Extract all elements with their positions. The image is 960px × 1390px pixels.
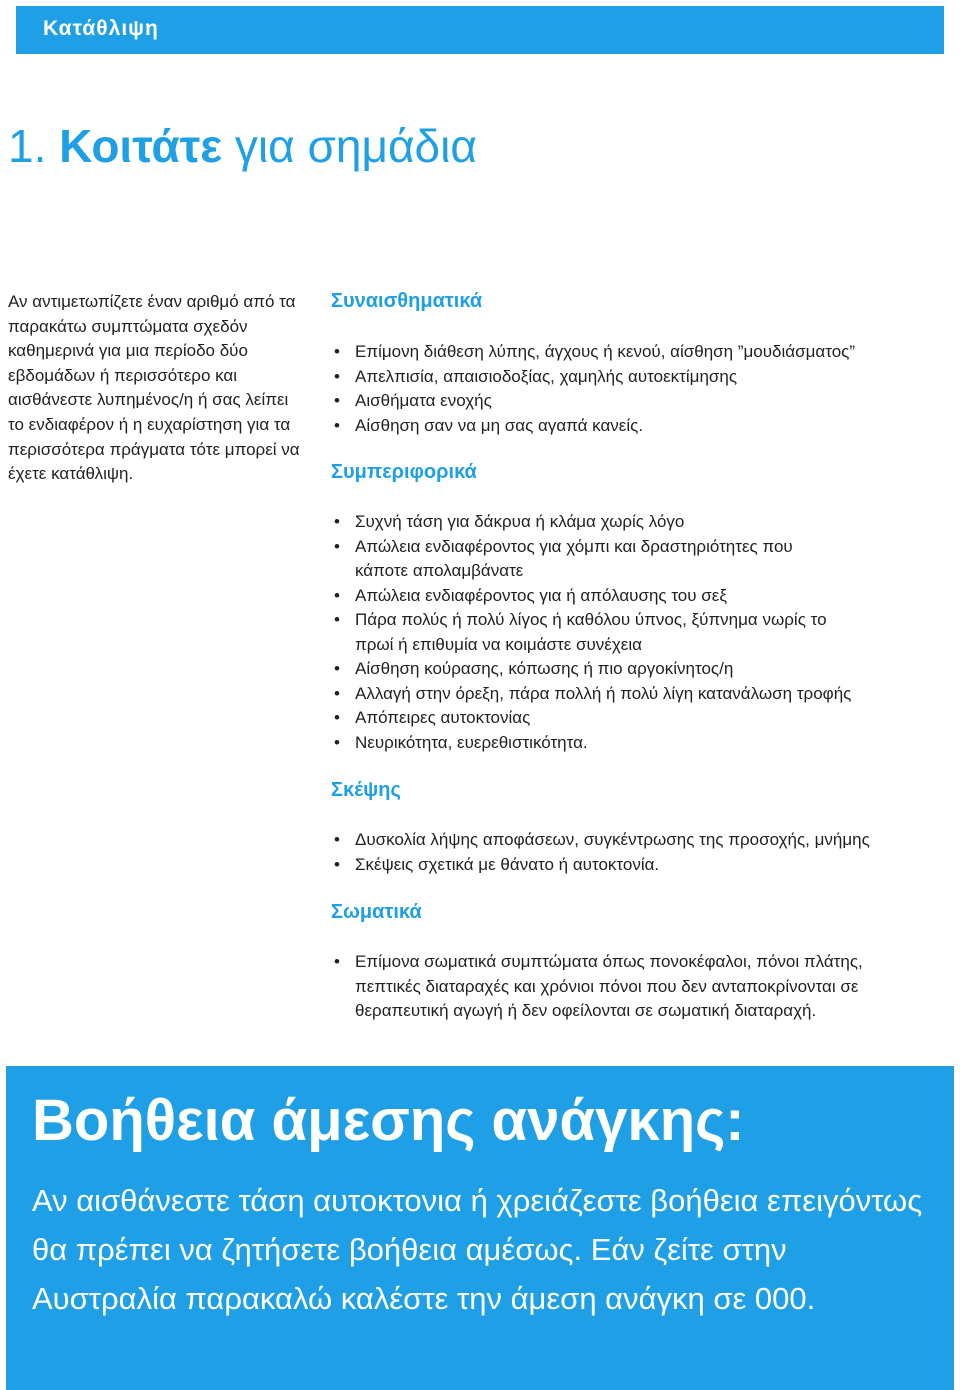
bullet-icon: • [334,708,340,727]
page-heading [8,118,477,174]
bullet-icon: • [334,610,340,629]
bullet-icon: • [334,732,340,752]
bullet-icon: • [334,391,340,410]
bullet-icon: • [334,683,340,703]
list-item: • Επίμονα σωματικά συμπτώματα όπως πονοκέφαλοι, πόνοι πλάτης, πεπτικές διαταραχές και χρόνιοι πόνοι που δεν ανταποκρίνονται σε θεραπευτική αγωγή ή δεν οφείλονται σε σωματική διαταραχή. [331,950,931,1024]
physical-list [331,950,931,1024]
list-item: • Αλλαγή στην όρεξη, πάρα πολλή ή πολύ λίγη κατανάλωση τροφής [331,682,960,707]
list-item: • Απόπειρες αυτοκτονίας [331,706,831,731]
list-item: • Απελπισία, απαισιοδοξίας, χαμηλής αυτοεκτίμησης [331,365,941,390]
section-title-emotional: Συναισθηματικά [331,290,483,312]
heading-bold-word: Κοιτάτε [59,120,223,172]
emergency-help-box [6,1066,954,1390]
header-bar [16,6,944,54]
list-item: • Συχνή τάση για δάκρυα ή κλάμα χωρίς λόγο [331,510,831,535]
list-item: • Σκέψεις σχετικά με θάνατο ή αυτοκτονία. [331,853,941,878]
help-title: Βοήθεια άμεσης ανάγκης: [32,1088,745,1153]
bullet-icon: • [334,854,340,874]
bullet-icon: • [334,952,340,971]
bullet-icon: • [334,830,340,849]
intro-paragraph: Αν αντιμετωπίζετε έναν αριθμό από τα παρακάτω συμπτώματα σχεδόν καθημερινά για μια περίοδο δύο εβδομάδων ή περισσότερο και αισθάνεστε λυπημένος/η ή σας λείπει το ενδιαφέρον ή η ευχαρίστηση για τα περισσότερα πράγματα τότε μπορεί να έχετε κατάθλιψη. [8,292,300,484]
bullet-icon: • [334,342,340,361]
list-item: • Απώλεια ενδιαφέροντος για ή απόλαυσης του σεξ [331,584,831,609]
bullet-icon: • [334,512,340,531]
help-text: Αν αισθάνεστε τάση αυτοκτονια ή χρειάζεστε βοήθεια επειγόντως θα πρέπει να ζητήσετε βοήθεια αμέσως. Εάν ζείτε στην Αυστραλία παρακαλώ καλέστε την άμεση ανάγκη σε 000. [32,1183,923,1316]
heading-rest: για σημάδια [234,120,477,172]
bullet-icon: • [334,659,340,678]
list-item: • Πάρα πολύς ή πολύ λίγος ή καθόλου ύπνος, ξύπνημα νωρίς το πρωί ή επιθυμία να κοιμάστε συνέχεια [331,608,831,657]
bullet-icon: • [334,585,340,605]
list-item: • Αίσθηση κούρασης, κόπωσης ή πιο αργοκίνητος/η [331,657,960,682]
bullet-icon: • [334,415,340,435]
section-title-thinking: Σκέψης [331,779,401,801]
list-item: • Απώλεια ενδιαφέροντος για χόμπι και δραστηριότητες που κάποτε απολαμβάνατε [331,535,831,584]
list-item: • Αισθήματα ενοχής [331,389,941,414]
emotional-list [331,340,941,438]
list-item: • Νευρικότητα, ευερεθιστικότητα. [331,731,831,756]
header-title: Κατάθλιψη [43,17,159,40]
thinking-list [331,828,941,877]
list-item: • Αίσθηση σαν να μη σας αγαπά κανείς. [331,414,941,439]
section-title-physical: Σωματικά [331,901,422,923]
list-item: • Δυσκολία λήψης αποφάσεων, συγκέντρωσης της προσοχής, μνήμης [331,828,941,853]
section-title-behavioral: Συμπεριφορικά [331,461,477,483]
list-item: • Επίμονη διάθεση λύπης, άγχους ή κενού, αίσθηση ”μουδιάσματος” [331,340,941,365]
behavioral-list [331,510,852,755]
heading-number: 1. [8,120,47,172]
bullet-icon: • [334,536,340,556]
bullet-icon: • [334,366,340,386]
